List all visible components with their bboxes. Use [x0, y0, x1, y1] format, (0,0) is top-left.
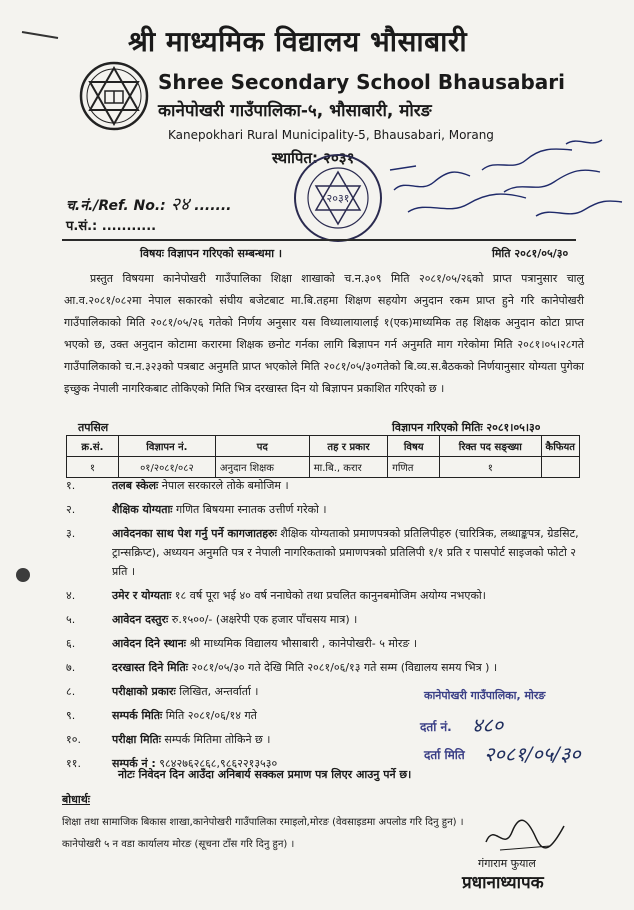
- letter-date: मिति २०८१/०५/३०: [492, 247, 569, 260]
- cc-heading: बोधार्थः: [62, 793, 90, 806]
- cc-recipient-2: कानेपोखरी ५ न वडा कार्यालय मोरङ (सूचना टाँस गरि दिनु हुन) ।: [62, 839, 295, 850]
- cell-level-type: मा.बि., करार: [309, 457, 388, 478]
- list-item: ८. परीक्षाको प्रकारः लिखित, अन्तर्वार्ता ।: [66, 685, 259, 698]
- list-item: १०. परीक्षा मितिः सम्पर्क मितिमा तोकिने छ ।: [66, 733, 271, 746]
- table-row: [67, 457, 580, 478]
- dispatch-number: [66, 216, 156, 234]
- list-item: १. तलब स्केलः नेपाल सरकारले तोके बमोजिम ।: [66, 479, 289, 492]
- col-header-vacancies: रिक्त पद सङ्ख्या: [440, 436, 541, 457]
- registration-number: ४८०: [472, 713, 504, 737]
- body-paragraph: प्रस्तुत विषयमा कानेपोखरी गाउँपालिका शिक्षा शाखाको च.न.३०९ मिति २०८१/०५/२६को प्राप्त पत्रानुसार चालु आ.व.२०८१/०८२मा नेपाल सकारको संघीय बजेटबाट मा.बि.तहमा शिक्षण सहयोग अनुदान रकम प्राप्त हुने गरि कानेपोखरी गाउँपालिकाको मिति २०८१/०५/२६ गतेको निर्णय अनुसार यस विध्यालायालाई १(एक)माध्यमिक तह शिक्षक अनुदान कोटा प्राप्त भएको छ, उक्त अनुदान कोटामा करारमा शिक्षक छनोट गर्नका लागि बिज्ञापन गर्न अनुमति माग गरेकोमा मिति २०८१।०५।२८गते गाउँपालिकाको च.न.३२३को पत्रबाट अनुमति प्राप्त भएकोले मिति २०८१/०५/३०गतेको बि.व्य.स.बैठकको निर्णयानुसार योग्यता पुगेका इच्छुक नेपाली नागरिकबाट तोकिएको मिति भित्र दरखास्त दिन यो बिज्ञापन प्रकाशित गरिएको छ ।: [64, 272, 584, 395]
- note-text: नोटः निवेदन दिन आउँदा अनिबार्य सक्कल प्रमाण पत्र लिएर आउनु पर्ने छ।: [118, 768, 412, 781]
- punch-hole: [16, 568, 30, 582]
- signatory-name: गंगाराम फुयाल: [478, 857, 536, 870]
- school-logo-icon: [78, 60, 150, 132]
- school-stamp: [292, 152, 384, 244]
- col-header-post: पद: [215, 436, 309, 457]
- advertisement-date: विज्ञापन गरिएको मितिः २०८१।०५।३०: [392, 421, 541, 434]
- table-header-row: [67, 436, 580, 457]
- registration-date-label: दर्ता मिति: [424, 748, 465, 762]
- registration-number-label: दर्ता नं.: [420, 720, 452, 734]
- stamp-year: २०३१: [326, 192, 350, 205]
- registration-date: २०८१/०५/३०: [484, 742, 581, 766]
- list-item: ४. उमेर र योग्यताः १८ वर्ष पूरा भई ४० वर्ष ननाघेको तथा प्रचलित कानुनबमोजिम अयोग्य नभएको।: [66, 589, 486, 602]
- col-header-adv-no: विज्ञापन नं.: [118, 436, 215, 457]
- ref-value: २४: [170, 194, 190, 215]
- cell-sn: १: [67, 457, 119, 478]
- col-header-subject: विषय: [388, 436, 440, 457]
- ps-label: प.सं.:: [66, 219, 98, 234]
- list-item: ७. दरखास्त दिने मितिः २०८१/०५/३० गते देखि मिति २०८१/०६/१३ गते सम्म (विद्यालय समय भित्र ) ।: [66, 661, 498, 674]
- signatory-title: प्रधानाध्यापक: [462, 873, 544, 893]
- list-item: ६. आवेदन दिने स्थानः श्री माध्यमिक विद्यालय भौसाबारी , कानेपोखरी- ५ मोरङ ।: [66, 637, 418, 650]
- cc-recipient-1: शिक्षा तथा सामाजिक बिकास शाखा,कानेपोखरी गाउँपालिका रमाइलो,मोरङ (वेवसाइडमा अपलोड गरि दिनु हुन) ।: [62, 817, 464, 828]
- corner-mark: [20, 28, 60, 42]
- conditions-list: [60, 476, 590, 778]
- col-header-sn: क्र.सं.: [67, 436, 119, 457]
- list-item: ५. आवेदन दस्तुरः रु.१५००/- (अक्षरेपी एक हजार पाँचसय मात्र) ।: [66, 613, 358, 626]
- school-name-nepali: श्री माध्यमिक विद्यालय भौसाबारी: [128, 25, 468, 58]
- list-item: ३. आवेदनका साथ पेश गर्नु पर्ने कागजातहरुः शैक्षिक योग्यताको प्रमाणपत्रको प्रतिलिपीहरु (चारित्रिक, लब्धाङ्कपत्र, ग्रेडसिट, ट्रान्सक्रिप्ट), अध्ययन अनुमति पत्र र नेपाली नागरिकताको प्रमाणपत्रको प्रतिलिपी १/१ प्रति र पासपोर्ट साइजको फोटो २ प्रति ।: [66, 527, 579, 578]
- established-year: स्थापित: २०३१: [272, 149, 355, 167]
- signature-scribble: [480, 812, 570, 858]
- col-header-level-type: तह र प्रकार: [309, 436, 388, 457]
- list-item: २. शैक्षिक योग्यताः गणित बिषयमा स्नातक उत्तीर्ण गरेको ।: [66, 503, 327, 516]
- handwritten-annotation: [386, 130, 626, 234]
- cell-adv-no: ०१/२०८१/०८२: [118, 457, 215, 478]
- cell-vacancies: १: [440, 457, 541, 478]
- vacancy-table: [66, 435, 580, 478]
- subject-line: विषयः विज्ञापन गरिएको सम्बन्धमा ।: [140, 247, 283, 260]
- address-nepali: कानेपोखरी गाउँपालिका-५, भौसाबारी, मोरङ: [158, 101, 432, 121]
- address-english: Kanepokhari Rural Municipality-5, Bhausabari, Morang: [168, 128, 494, 142]
- list-item: ९. सम्पर्क मितिः मिति २०८१/०६/१४ गते: [66, 709, 257, 722]
- reference-number: च.नं./Ref. No.: २४ .......: [66, 194, 232, 215]
- header-divider: [62, 239, 576, 241]
- list-item: ११. सम्पर्क नं : ९८४२७६२८६८,९८६२२१३५३०: [66, 757, 278, 770]
- ps-value: ...........: [101, 219, 157, 234]
- school-name-english: Shree Secondary School Bhausabari: [158, 70, 566, 94]
- cell-post: अनुदान शिक्षक: [215, 457, 309, 478]
- registration-office: कानेपोखरी गाउँपालिका, मोरङ: [424, 689, 546, 702]
- details-heading: तपसिल: [78, 421, 109, 434]
- col-header-remarks: कैफियत: [541, 436, 579, 457]
- ref-label: च.नं./Ref. No.:: [66, 198, 166, 214]
- cell-subject: गणित: [388, 457, 440, 478]
- cell-remarks: [541, 457, 579, 478]
